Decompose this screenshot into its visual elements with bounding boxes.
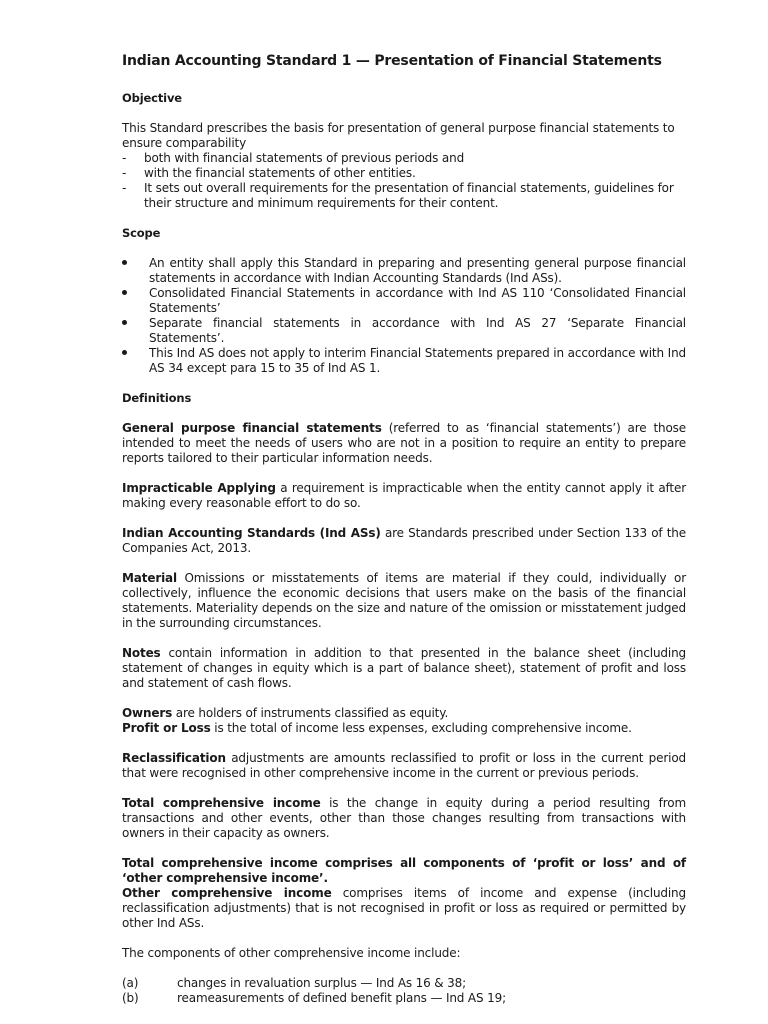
definition-term: Reclassification: [122, 751, 226, 765]
list-item: Consolidated Financial Statements in accordance with Ind AS 110 ‘Consolidated Financial Statements’: [122, 286, 686, 316]
definition-profit-loss: Profit or Loss is the total of income less expenses, excluding comprehensive income.: [122, 721, 632, 735]
definition-term: Profit or Loss: [122, 721, 211, 735]
objective-heading: Objective: [122, 91, 182, 105]
definition-impracticable: Impracticable Applying a requirement is impracticable when the entity cannot apply it after making every reasonable effort to do so.: [122, 481, 686, 510]
definition-term: Total comprehensive income: [122, 796, 321, 810]
definition-term: Notes: [122, 646, 161, 660]
definition-oci: Other comprehensive income comprises items of income and expense (including reclassification adjustments) that is not recognised in profit or loss as required or permitted by other Ind ASs.: [122, 886, 686, 930]
definition-ind-as: Indian Accounting Standards (Ind ASs) are Standards prescribed under Section 133 of the Companies Act, 2013.: [122, 526, 686, 555]
definition-term: Owners: [122, 706, 173, 720]
list-item: An entity shall apply this Standard in preparing and presenting general purpose financial statements in accordance with Indian Accounting Standards (Ind ASs).: [122, 256, 686, 286]
dash-marker: -: [122, 151, 127, 165]
list-marker: (b): [122, 991, 139, 1005]
list-item: - with the financial statements of other entities.: [122, 166, 416, 180]
document-title: Indian Accounting Standard 1 — Presentation of Financial Statements: [122, 53, 662, 69]
bullet-icon: [122, 320, 127, 325]
tci-comprises-note: Total comprehensive income comprises all components of ‘profit or loss’ and of ‘other comprehensive income’.: [122, 856, 686, 885]
components-intro: The components of other comprehensive income include:: [122, 946, 461, 960]
definitions-heading: Definitions: [122, 391, 192, 405]
dash-marker: -: [122, 166, 127, 180]
definition-term: Material: [122, 571, 177, 585]
list-marker: (a): [122, 976, 139, 990]
components-list: [122, 976, 686, 1006]
list-item: Separate financial statements in accordance with Ind AS 27 ‘Separate Financial Statements’.: [122, 316, 686, 346]
list-item: (a) changes in revaluation surplus — Ind As 16 & 38;: [122, 976, 467, 990]
definition-notes: Notes contain information in addition to that presented in the balance sheet (including statement of changes in equity which is a part of balance sheet), statement of profit and loss and statement of cash flows.: [122, 646, 686, 690]
definition-reclassification: Reclassification adjustments are amounts reclassified to profit or loss in the current period that were recognised in other comprehensive income in the current or previous periods.: [122, 751, 686, 780]
list-item: - It sets out overall requirements for the presentation of financial statements, guidelines for their structure and minimum requirements for their content.: [122, 181, 674, 210]
definition-tci: Total comprehensive income is the change in equity during a period resulting from transactions and other events, other than those changes resulting from transactions with owners in their capacity as owners.: [122, 796, 686, 840]
scope-list: [122, 256, 686, 376]
definition-term: General purpose financial statements: [122, 421, 382, 435]
scope-heading: Scope: [122, 226, 161, 240]
objective-list: [122, 151, 686, 211]
definition-term: Other comprehensive income: [122, 886, 332, 900]
definition-term: Impracticable Applying: [122, 481, 276, 495]
definition-owners: Owners are holders of instruments classified as equity.: [122, 706, 449, 720]
list-item: (b) reameasurements of defined benefit plans — Ind AS 19;: [122, 991, 506, 1005]
list-item: This Ind AS does not apply to interim Financial Statements prepared in accordance with Ind AS 34 except para 15 to 35 of Ind AS 1.: [122, 346, 686, 376]
bullet-icon: [122, 350, 127, 355]
bullet-icon: [122, 290, 127, 295]
list-item: - both with financial statements of previous periods and: [122, 151, 465, 165]
definition-material: Material Omissions or misstatements of items are material if they could, individually or collectively, influence the economic decisions that users make on the basis of the financial statements. Materiality depends on the size and nature of the omission or misstatement judged in the surrounding circumstances.: [122, 571, 686, 630]
document-page: [122, 52, 686, 1006]
bullet-icon: [122, 260, 127, 265]
objective-intro: This Standard prescribes the basis for presentation of general purpose financial statements to ensure comparability: [122, 121, 675, 150]
definition-gpfs: General purpose financial statements (referred to as ‘financial statements’) are those intended to meet the needs of users who are not in a position to require an entity to prepare reports tailored to their particular information needs.: [122, 421, 686, 465]
definition-term: Indian Accounting Standards (Ind ASs): [122, 526, 381, 540]
dash-marker: -: [122, 181, 127, 195]
